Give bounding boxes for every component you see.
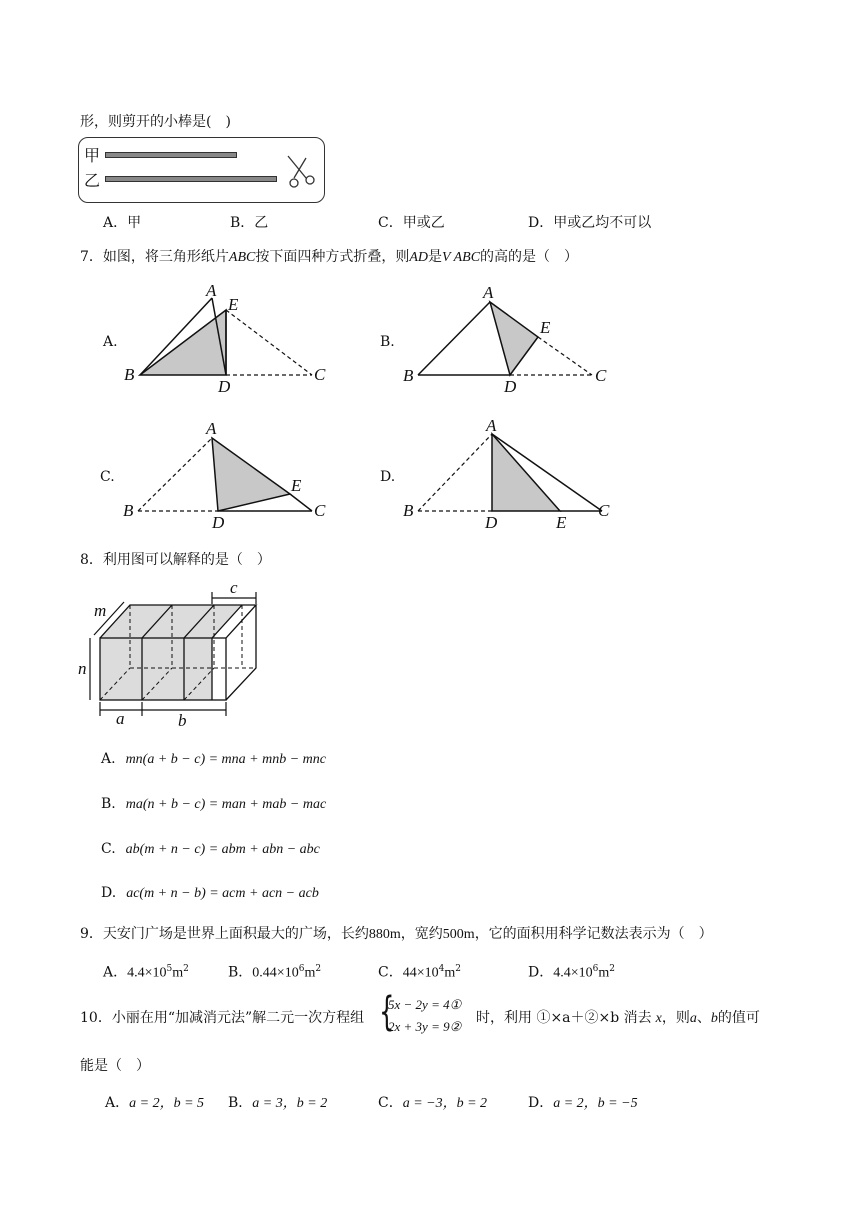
- q10-option-d: [528, 1094, 638, 1113]
- option-expr: a = 3，b = 2: [252, 1096, 328, 1111]
- q6-option-a: A．甲: [103, 215, 142, 231]
- dim-a: a: [116, 709, 125, 728]
- option-label: D．: [528, 964, 554, 981]
- option-expr: a = 2，b = −5: [553, 1096, 638, 1111]
- q7-figure-a: [120, 282, 335, 394]
- label-b: B: [123, 501, 134, 520]
- q7-stem-part: 的高的是（ ）: [480, 249, 579, 265]
- q10-eq2: 2x + 3y = 9②: [388, 1019, 462, 1034]
- q8-box-figure: [74, 578, 264, 728]
- label-b: B: [403, 366, 414, 385]
- option-label: C．: [378, 1095, 403, 1111]
- option-unit: m: [304, 965, 316, 981]
- label-a: A: [486, 418, 497, 435]
- q10-stem-part: 时，利用 ①×a＋②×b 消去: [476, 1010, 652, 1026]
- option-label: B．: [228, 964, 253, 981]
- q7-option-a-label: A.: [103, 334, 118, 350]
- label-c: C: [598, 501, 610, 520]
- q6-figure-box: [78, 137, 325, 203]
- q10-var-a: a: [689, 1011, 697, 1026]
- option-coef: 44×10: [402, 965, 439, 981]
- label-e: E: [540, 318, 551, 337]
- q10-eq1: 5x − 2y = 4①: [388, 997, 462, 1012]
- q9-stem-part: 9．天安门广场是世界上面积最大的广场，长约: [80, 926, 369, 942]
- stick-jia: [105, 152, 237, 158]
- q10-stem-line2: 能是（ ）: [80, 1058, 150, 1074]
- option-exp: 6: [592, 964, 599, 974]
- q8-option-a: [101, 750, 326, 769]
- option-label: C．: [378, 964, 403, 981]
- q9-option-c: [378, 960, 461, 983]
- q7-triangle-symbol: V ABC: [442, 250, 481, 265]
- label-b: B: [403, 501, 414, 520]
- q7-figure-c: [120, 418, 335, 533]
- q7-stem-part: 7．如图，将三角形纸片: [80, 249, 229, 265]
- option-exp: 5: [166, 964, 173, 974]
- q7-ad: AD: [409, 250, 429, 265]
- option-expr: ab(m + n − c) = abm + abn − abc: [125, 842, 320, 857]
- label-a: A: [206, 419, 217, 438]
- q9-stem-part: ，宽约: [400, 926, 443, 942]
- option-coef: 0.44×10: [252, 965, 299, 981]
- q10-stem-a: 10．小丽在用“加减消元法”解二元一次方程组: [80, 1010, 365, 1026]
- label-a: A: [483, 283, 494, 302]
- q10-option-b: [228, 1094, 327, 1113]
- option-label: C.: [101, 841, 116, 857]
- q7-abc: ABC: [228, 250, 256, 265]
- option-exp: 6: [298, 964, 305, 974]
- option-coef: 4.4×10: [127, 965, 167, 981]
- option-label: D.: [101, 885, 117, 901]
- stick-yi: [105, 176, 277, 182]
- q7-option-b-label: B.: [380, 334, 395, 350]
- label-e: E: [228, 295, 239, 314]
- q10-option-c: [378, 1094, 487, 1113]
- q9-stem: [80, 925, 713, 944]
- option-unit-exp: 2: [455, 964, 461, 974]
- option-exp: 4: [438, 964, 445, 974]
- q7-figure-b: [400, 282, 615, 394]
- label-d: D: [485, 513, 498, 532]
- option-expr: ac(m + n − b) = acm + acn − acb: [126, 886, 319, 901]
- option-expr: a = −3，b = 2: [402, 1096, 488, 1111]
- q9-length: 880m: [368, 927, 401, 942]
- q10-system-brace: {: [379, 989, 395, 1035]
- label-a: A: [206, 282, 217, 300]
- q6-option-c: C．甲或乙: [378, 215, 445, 231]
- q8-option-c: [101, 840, 320, 859]
- label-d: D: [218, 377, 231, 394]
- q7-figure-d: [400, 418, 620, 533]
- dim-m: m: [94, 601, 107, 620]
- option-expr: mn(a + b − c) = mna + mnb − mnc: [125, 752, 326, 767]
- q8-option-b: [101, 795, 326, 814]
- label-b: B: [124, 365, 135, 384]
- q7-stem-part: 按下面四种方式折叠，则: [255, 249, 410, 265]
- q10-stem-rest: [476, 1009, 760, 1028]
- label-d: D: [504, 377, 517, 394]
- option-unit-exp: 2: [183, 964, 189, 974]
- q7-stem: [80, 248, 578, 267]
- dim-b: b: [178, 711, 187, 728]
- option-label: B．: [228, 1095, 253, 1111]
- dim-c: c: [230, 578, 238, 597]
- scissors-icon: [284, 152, 320, 192]
- q6-option-d: D．甲或乙均不可以: [528, 215, 652, 231]
- q10-stem-part: 的值可: [717, 1010, 760, 1026]
- option-expr: ma(n + b − c) = man + mab − mac: [125, 797, 327, 812]
- label-c: C: [595, 366, 607, 385]
- q9-option-a: [103, 960, 189, 983]
- option-unit-exp: 2: [315, 964, 322, 974]
- q8-option-d: [101, 884, 319, 903]
- q6-option-b: B．乙: [230, 215, 269, 231]
- q9-width: 500m: [442, 927, 475, 942]
- q7-stem-part: 是: [428, 249, 443, 265]
- label-e: E: [556, 513, 567, 532]
- q9-stem-part: ，它的面积用科学记数法表示为（ ）: [474, 926, 713, 942]
- label-e: E: [291, 476, 302, 495]
- option-label: D．: [528, 1095, 554, 1111]
- label-c: C: [314, 501, 326, 520]
- option-coef: 4.4×10: [553, 965, 593, 981]
- option-label: A．: [105, 1095, 130, 1111]
- q10-separator: 、: [696, 1010, 711, 1026]
- q10-option-a: [105, 1094, 204, 1113]
- stick-label-yi: 乙: [84, 171, 101, 190]
- q9-option-d: [528, 960, 615, 983]
- dim-n: n: [78, 659, 87, 678]
- label-c: C: [314, 365, 326, 384]
- option-label: B.: [101, 796, 116, 812]
- option-unit-exp: 2: [609, 964, 615, 974]
- q7-option-d-label: D.: [380, 469, 396, 485]
- option-label: A．: [103, 964, 128, 981]
- q10-var-b: b: [710, 1011, 718, 1026]
- option-label: A.: [101, 751, 116, 767]
- q10-var-x: x: [655, 1011, 662, 1026]
- q6-stem-tail: 形，则剪开的小棒是( ): [80, 114, 231, 130]
- option-unit: m: [172, 965, 184, 981]
- q7-option-c-label: C.: [100, 469, 115, 485]
- option-unit: m: [444, 965, 456, 981]
- option-expr: a = 2，b = 5: [129, 1096, 205, 1111]
- q9-option-b: [228, 960, 321, 983]
- q10-stem-part: ，则: [661, 1010, 690, 1026]
- stick-label-jia: 甲: [84, 146, 101, 165]
- option-unit: m: [598, 965, 610, 981]
- label-d: D: [212, 513, 225, 532]
- q8-stem: 8．利用图可以解释的是（ ）: [80, 552, 271, 568]
